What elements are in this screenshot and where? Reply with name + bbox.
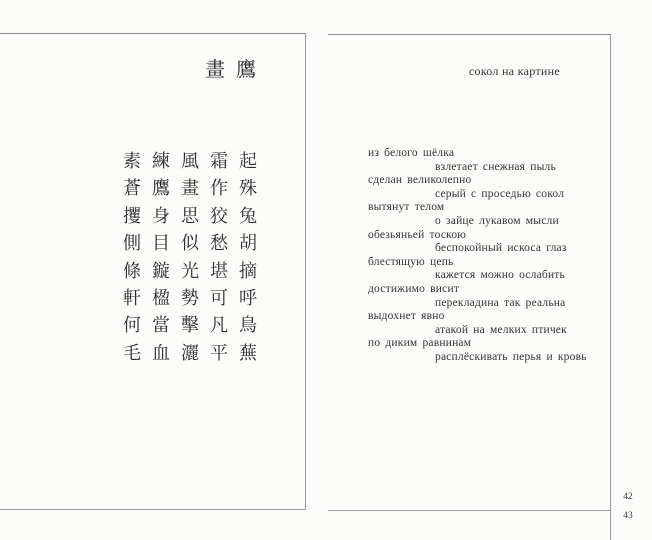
chinese-poem-line: 條鏇光堪摘	[123, 260, 268, 282]
page-number-42: 42	[623, 492, 633, 502]
russian-poem-line: кажется можно ослабить	[435, 269, 565, 282]
russian-poem-line: обезьяньей тоскою	[368, 228, 467, 241]
russian-poem-line: о зайце лукавом мысли	[435, 214, 559, 227]
chinese-poem-line: 側目似愁胡	[123, 233, 268, 255]
russian-poem-line: перекладина так реальна	[435, 296, 566, 309]
chinese-poem-line: 何當擊凡鳥	[123, 315, 268, 337]
russian-poem-line: из белого шёлка	[368, 147, 455, 159]
russian-poem-line: атакой на мелких птичек	[435, 323, 567, 336]
right-page-edge-line	[610, 34, 611, 540]
russian-poem-line: беспокойный искоса глаз	[435, 242, 567, 255]
russian-poem-line: выдохнет явно	[368, 310, 445, 323]
chinese-poem-title: 畫鷹	[205, 57, 267, 81]
chinese-poem	[123, 148, 268, 367]
chinese-poem-line: 素練風霜起	[123, 151, 268, 172]
russian-poem-line: достижимо висит	[368, 282, 460, 295]
chinese-poem-line: 毛血灑平蕪	[123, 342, 268, 364]
russian-poem	[368, 147, 587, 365]
russian-poem-line: расплёскивать перья и кровь	[435, 350, 587, 363]
russian-poem-line: блестящую цепь	[368, 255, 454, 268]
russian-poem-title: сокол на картине	[468, 64, 560, 78]
russian-poem-line: сделан великолепно	[368, 174, 472, 187]
chinese-poem-line: 軒楹勢可呼	[123, 288, 268, 310]
russian-poem-line: по диким равнинам	[368, 337, 472, 350]
russian-poem-line: серый с проседью сокол	[435, 187, 565, 200]
chinese-poem-line: 蒼鷹畫作殊	[123, 178, 268, 200]
chinese-poem-line: 攫身思狡兔	[123, 205, 268, 227]
russian-poem-line: взлетает снежная пыль	[435, 160, 556, 173]
russian-poem-line: вытянут телом	[368, 201, 445, 214]
page-number-43: 43	[623, 511, 633, 521]
